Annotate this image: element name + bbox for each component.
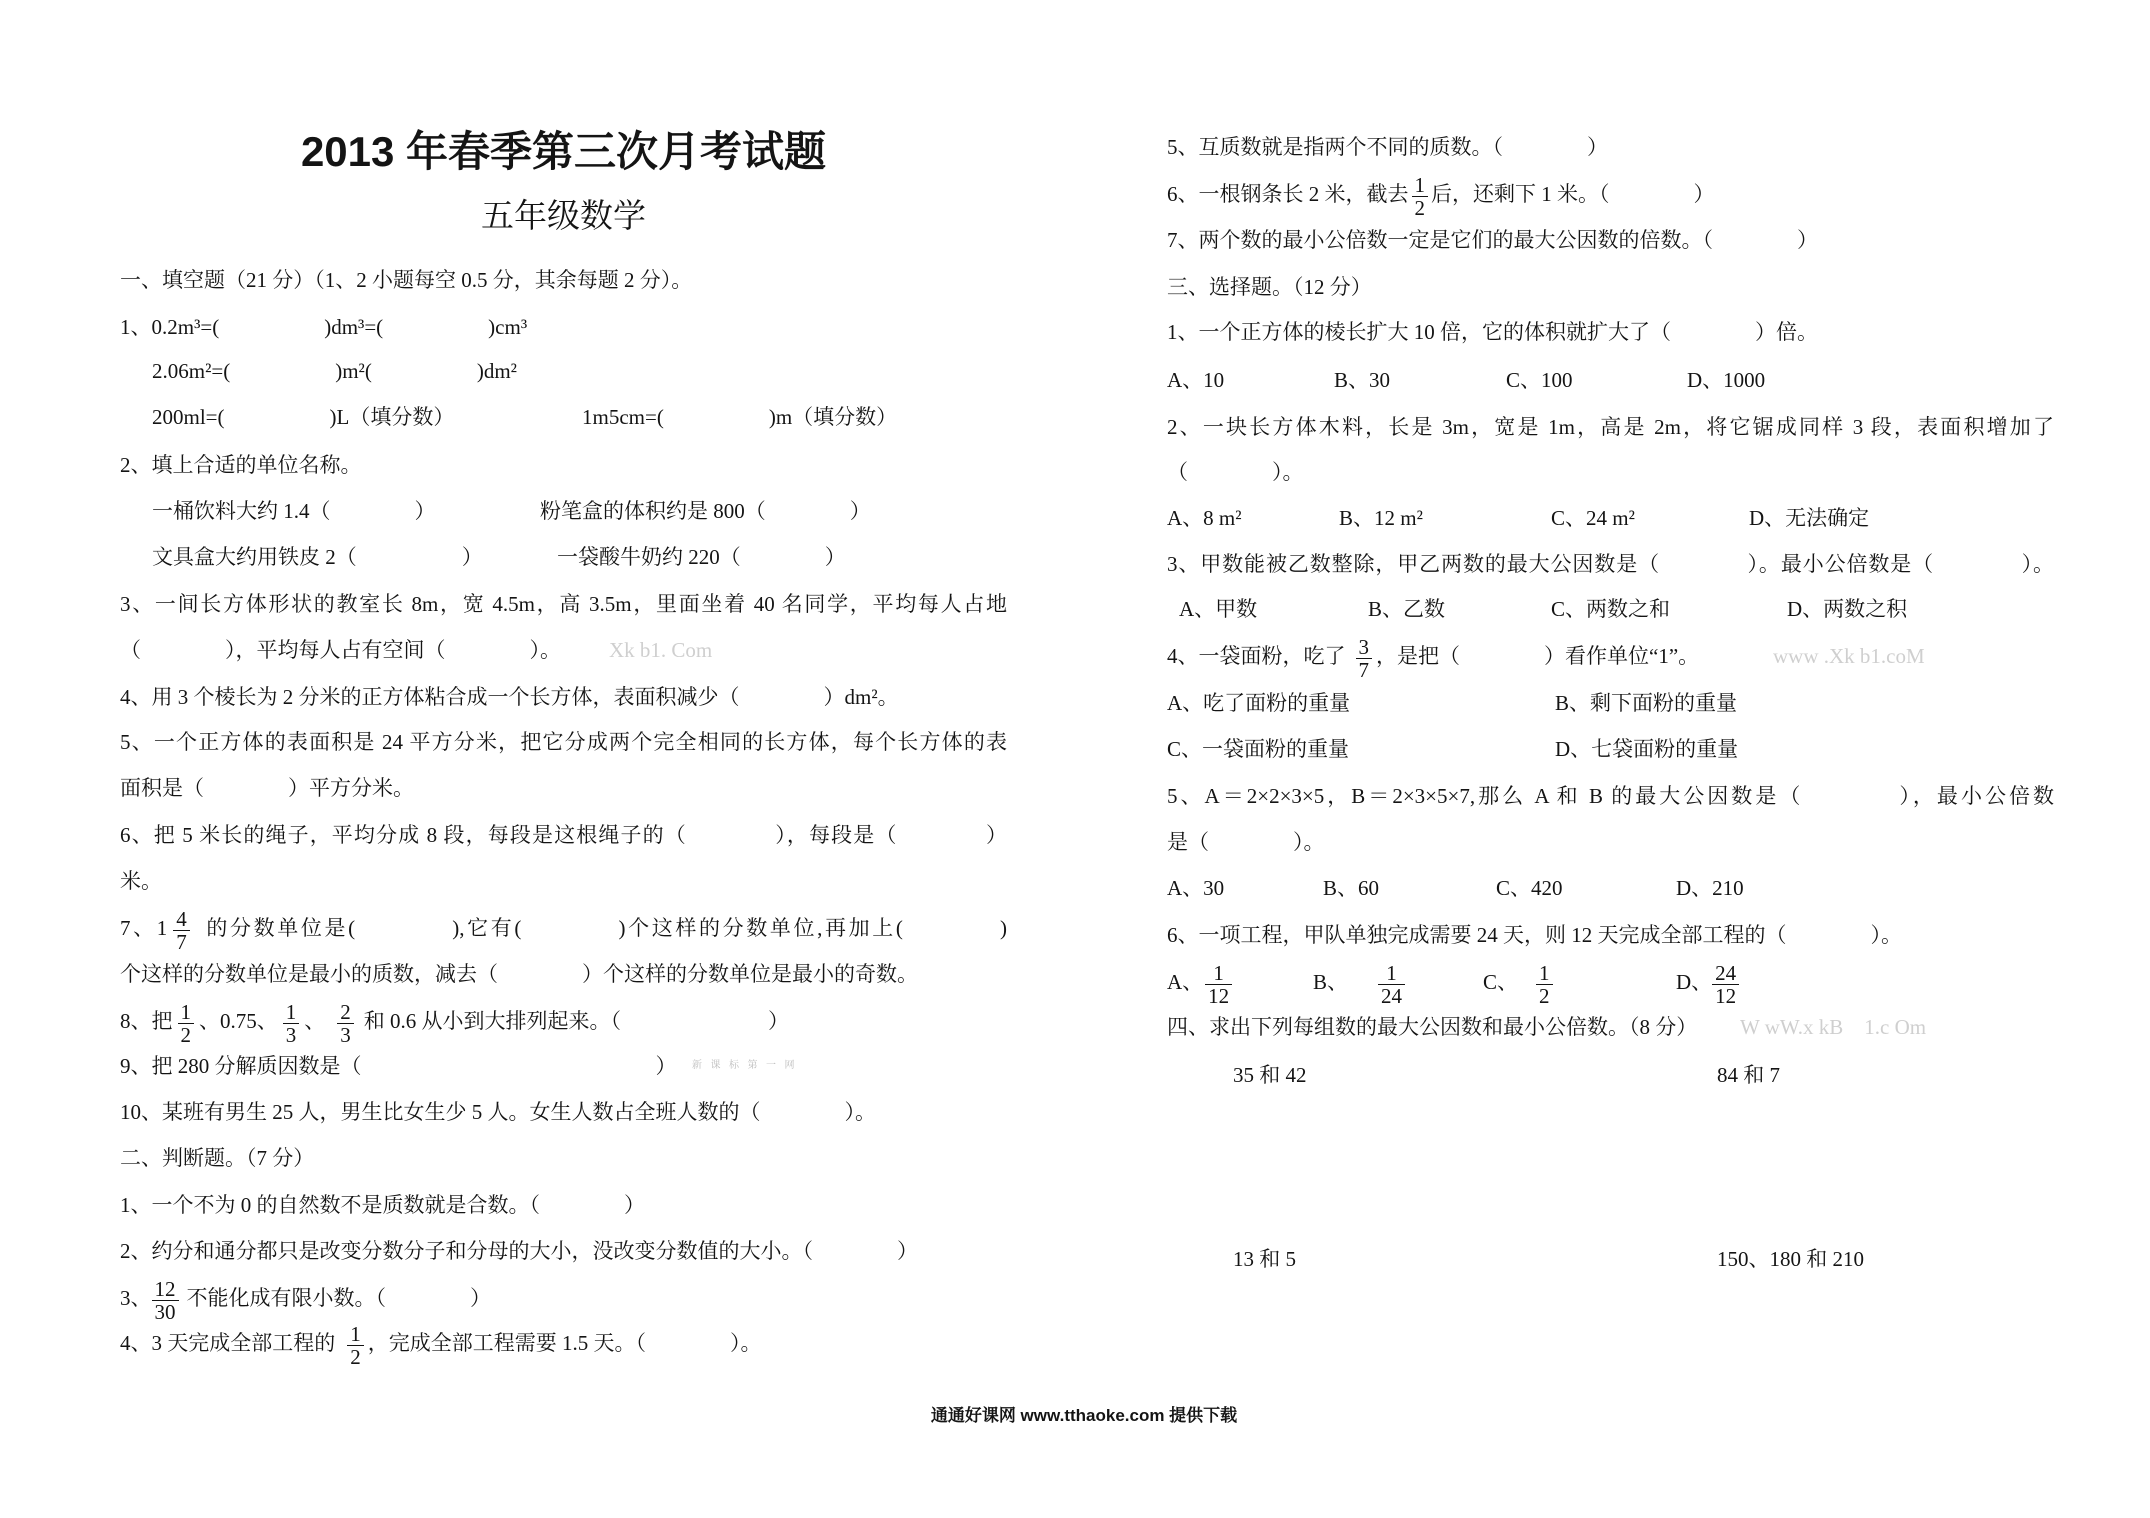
choice-q4-prefix: 4、一袋面粉，吃了: [1167, 644, 1346, 668]
fraction-numerator: 1: [347, 1323, 364, 1346]
choice-q2-line2: （ ）。: [1167, 460, 1304, 484]
option-label: A、: [1167, 970, 1204, 994]
exam-title: 2013 年春季第三次月考试题: [300, 128, 827, 175]
tf-q2: 2、约分和通分都只是改变分数分子和分母的大小，没改变分数值的大小。（ ）: [120, 1239, 918, 1263]
q7-line1-rest: 的分数单位是( ),它有( )个这样的分数单位,再加上( ): [203, 916, 1008, 940]
fraction-denominator: 2: [1539, 983, 1550, 1008]
q8-separator-2: 、: [304, 1009, 326, 1033]
q7-fraction: [173, 908, 190, 953]
fraction-denominator: 7: [1358, 657, 1369, 682]
choice-q5-line1: 5、A＝2×2×3×5，B＝2×3×5×7,那么 A 和 B 的最大公因数是（ ），最小公倍数: [1167, 784, 2054, 808]
page-footer: 通通好课网 www.tthaoke.com 提供下载: [930, 1406, 1238, 1425]
q2-item-b: 粉笔盒的体积约是 800（ ）: [540, 499, 871, 523]
fraction-numerator: 3: [1356, 636, 1373, 659]
choice-q5-option-c: C、420: [1496, 876, 1563, 900]
tf-q3: [120, 1276, 491, 1324]
tf-q7: 7、两个数的最小公倍数一定是它们的最大公因数的倍数。（ ）: [1167, 228, 1818, 252]
fraction-numerator: 1: [283, 1001, 300, 1024]
q8-suffix: 和 0.6 从小到大排列起来。（ ）: [363, 1009, 789, 1033]
tf-q1: 1、一个不为 0 的自然数不是质数就是合数。（ ）: [120, 1193, 645, 1217]
option-label: D、: [1676, 970, 1713, 994]
option-fraction: [1378, 962, 1405, 1007]
choice-q1-option-a: A、10: [1167, 368, 1225, 392]
tf-q5: 5、互质数就是指两个不同的质数。（ ）: [1167, 135, 1608, 159]
fraction-denominator: 24: [1381, 983, 1403, 1008]
choice-q3-option-d: D、两数之积: [1787, 597, 1908, 621]
choice-q4-suffix: ，是把（ ）看作单位“1”。: [1376, 644, 1700, 668]
option-fraction: [1205, 962, 1232, 1007]
q5-line2: 面积是（ ）平方分米。: [120, 776, 414, 800]
q8-fraction-1: [178, 1001, 195, 1046]
fraction-numerator: 12: [152, 1278, 179, 1301]
q8-prefix: 8、把: [120, 1009, 173, 1033]
watermark-text: www .Xk b1.coM: [1773, 644, 1925, 668]
q1-line1: 1、0.2m³=( )dm³=( )cm³: [120, 315, 528, 339]
choice-q1-option-b: B、30: [1334, 368, 1391, 392]
choice-q4-option-d: D、七袋面粉的重量: [1555, 737, 1739, 761]
choice-q5-option-a: A、30: [1167, 876, 1225, 900]
option-label: C、: [1483, 970, 1519, 994]
tf-q3-fraction: [152, 1278, 179, 1323]
q7-line1: [120, 906, 1008, 954]
choice-q6-option-d: [1676, 960, 1744, 1008]
tf-q6-prefix: 6、一根钢条长 2 米，截去: [1167, 182, 1409, 206]
watermark-text: Xk b1. Com: [609, 638, 713, 662]
q8-line: [120, 999, 789, 1047]
q7-prefix: 7、1: [120, 916, 168, 940]
section-gcd-lcm-heading: 四、求出下列每组数的最大公因数和最小公倍数。（8 分）: [1167, 1015, 1698, 1039]
tf-q4-prefix: 4、3 天完成全部工程的: [120, 1331, 336, 1355]
tf-q4-suffix: ，完成全部工程需要 1.5 天。（ ）。: [367, 1331, 762, 1355]
choice-q4-option-b: B、剩下面粉的重量: [1555, 691, 1738, 715]
fraction-denominator: 3: [285, 1022, 297, 1047]
section-fill-in-heading: 一、填空题（21 分）（1、2 小题每空 0.5 分，其余每题 2 分）。: [120, 268, 693, 292]
fraction-denominator: 2: [180, 1022, 191, 1047]
choice-q3-option-c: C、两数之和: [1551, 597, 1671, 621]
choice-q4-option-a: A、吃了面粉的重量: [1167, 691, 1351, 715]
choice-q2-option-c: C、24 m²: [1551, 506, 1635, 530]
choice-q2-line1: 2、一块长方体木料，长是 3m，宽是 1m，高是 2m，将它锯成同样 3 段，表面积增加了: [1167, 415, 2054, 439]
q2-item-a: 一桶饮料大约 1.4（ ）: [152, 499, 436, 523]
section-choice-heading: 三、选择题。（12 分）: [1167, 275, 1372, 299]
q1-line3a: 200ml=( )L（填分数）: [152, 405, 455, 429]
q8-separator-1: 、0.75、: [199, 1009, 278, 1033]
q1-line3b: 1m5cm=( )m（填分数）: [582, 405, 898, 429]
choice-q2-option-d: D、无法确定: [1749, 506, 1870, 530]
fraction-numerator: 1: [1378, 962, 1405, 985]
fraction-denominator: 12: [1208, 983, 1230, 1008]
fraction-denominator: 30: [154, 1299, 176, 1324]
q9-text: 9、把 280 分解质因数是（ ）: [120, 1054, 677, 1078]
tf-q6: [1167, 172, 1715, 220]
number-pair: 35 和 42: [1233, 1063, 1307, 1087]
fraction-numerator: 1: [178, 1001, 195, 1024]
q10-text: 10、某班有男生 25 人，男生比女生少 5 人。女生人数占全班人数的（ ）。: [120, 1100, 876, 1124]
q7-line2: 个这样的分数单位是最小的质数，减去（ ）个这样的分数单位是最小的奇数。: [120, 962, 918, 986]
q5-line1: 5、一个正方体的表面积是 24 平方分米，把它分成两个完全相同的长方体，每个长方体的表: [120, 730, 1007, 754]
choice-q1-option-c: C、100: [1506, 368, 1573, 392]
choice-q5-option-b: B、60: [1323, 876, 1380, 900]
fraction-denominator: 2: [1414, 195, 1425, 220]
tf-q4: [120, 1321, 762, 1369]
number-pair: 84 和 7: [1717, 1063, 1780, 1087]
choice-q3-option-a: A、甲数: [1179, 597, 1258, 621]
q8-fraction-2: [283, 1001, 300, 1046]
q2-title: 2、填上合适的单位名称。: [120, 453, 362, 477]
fraction-numerator: 1: [1205, 962, 1232, 985]
q8-fraction-3: [337, 1001, 354, 1046]
option-fraction: [1536, 962, 1553, 1007]
fraction-denominator: 2: [350, 1344, 361, 1369]
q2-item-d: 一袋酸牛奶约 220（ ）: [557, 545, 846, 569]
section-true-false-heading: 二、判断题。（7 分）: [120, 1146, 315, 1170]
q2-item-c: 文具盒大约用铁皮 2（ ）: [152, 545, 483, 569]
choice-q6-option-a: [1167, 960, 1237, 1008]
fraction-denominator: 12: [1715, 983, 1737, 1008]
q6-line2: 米。: [120, 869, 162, 893]
choice-q5-line2: 是（ ）。: [1167, 830, 1325, 854]
fraction-denominator: 3: [340, 1022, 351, 1047]
exam-subtitle: 五年级数学: [481, 199, 646, 235]
q6-line1: 6、把 5 米长的绳子，平均分成 8 段，每段是这根绳子的（ ），每段是（ ）: [120, 823, 1007, 847]
choice-q3-text: 3、甲数能被乙数整除，甲乙两数的最大公因数是（ ）。最小公倍数是（ ）。: [1167, 552, 2054, 576]
choice-q6-option-c: [1483, 960, 1558, 1008]
choice-q5-option-d: D、210: [1676, 876, 1744, 900]
fraction-denominator: 7: [176, 929, 187, 954]
tf-q3-suffix: 不能化成有限小数。（ ）: [186, 1286, 491, 1310]
q3-line2: （ ），平均每人占有空间（ ）。: [120, 638, 561, 662]
tf-q3-prefix: 3、: [120, 1286, 152, 1310]
q3-line1: 3、一间长方体形状的教室长 8m，宽 4.5m，高 3.5m，里面坐着 40 名同学，平均每人占地: [120, 592, 1007, 616]
choice-q2-option-b: B、12 m²: [1339, 506, 1423, 530]
fraction-numerator: 24: [1712, 962, 1739, 985]
choice-q4-option-c: C、一袋面粉的重量: [1167, 737, 1350, 761]
fraction-numerator: 1: [1412, 174, 1429, 197]
choice-q2-option-a: A、8 m²: [1167, 506, 1242, 530]
option-label: B、: [1313, 970, 1349, 994]
option-fraction: [1712, 962, 1739, 1007]
tf-q6-fraction: [1412, 174, 1429, 219]
tf-q6-suffix: 后，还剩下 1 米。（ ）: [1431, 182, 1715, 206]
choice-q1-option-d: D、1000: [1687, 368, 1766, 392]
choice-q4-fraction: [1356, 636, 1373, 681]
fraction-numerator: 1: [1536, 962, 1553, 985]
choice-q3-option-b: B、乙数: [1368, 597, 1446, 621]
fraction-numerator: 2: [337, 1001, 354, 1024]
number-pair: 150、180 和 210: [1717, 1247, 1864, 1271]
q1-line2: 2.06m²=( )m²( )dm²: [152, 359, 517, 383]
choice-q1-text: 1、一个正方体的棱长扩大 10 倍，它的体积就扩大了（ ）倍。: [1167, 320, 1818, 344]
choice-q6-option-b: [1313, 960, 1410, 1008]
q4-text: 4、用 3 个棱长为 2 分米的正方体粘合成一个长方体，表面积减少（ ）dm²。: [120, 685, 899, 709]
watermark-text: 新 课 标 第 一 网: [692, 1060, 798, 1071]
number-pair: 13 和 5: [1233, 1247, 1296, 1271]
fraction-numerator: 4: [173, 908, 190, 931]
choice-q6-text: 6、一项工程，甲队单独完成需要 24 天，则 12 天完成全部工程的（ ）。: [1167, 923, 1902, 947]
choice-q4-text: [1167, 634, 1700, 682]
watermark-text: W wW.x kB 1.c Om: [1740, 1015, 1927, 1039]
tf-q4-fraction: [347, 1323, 364, 1368]
